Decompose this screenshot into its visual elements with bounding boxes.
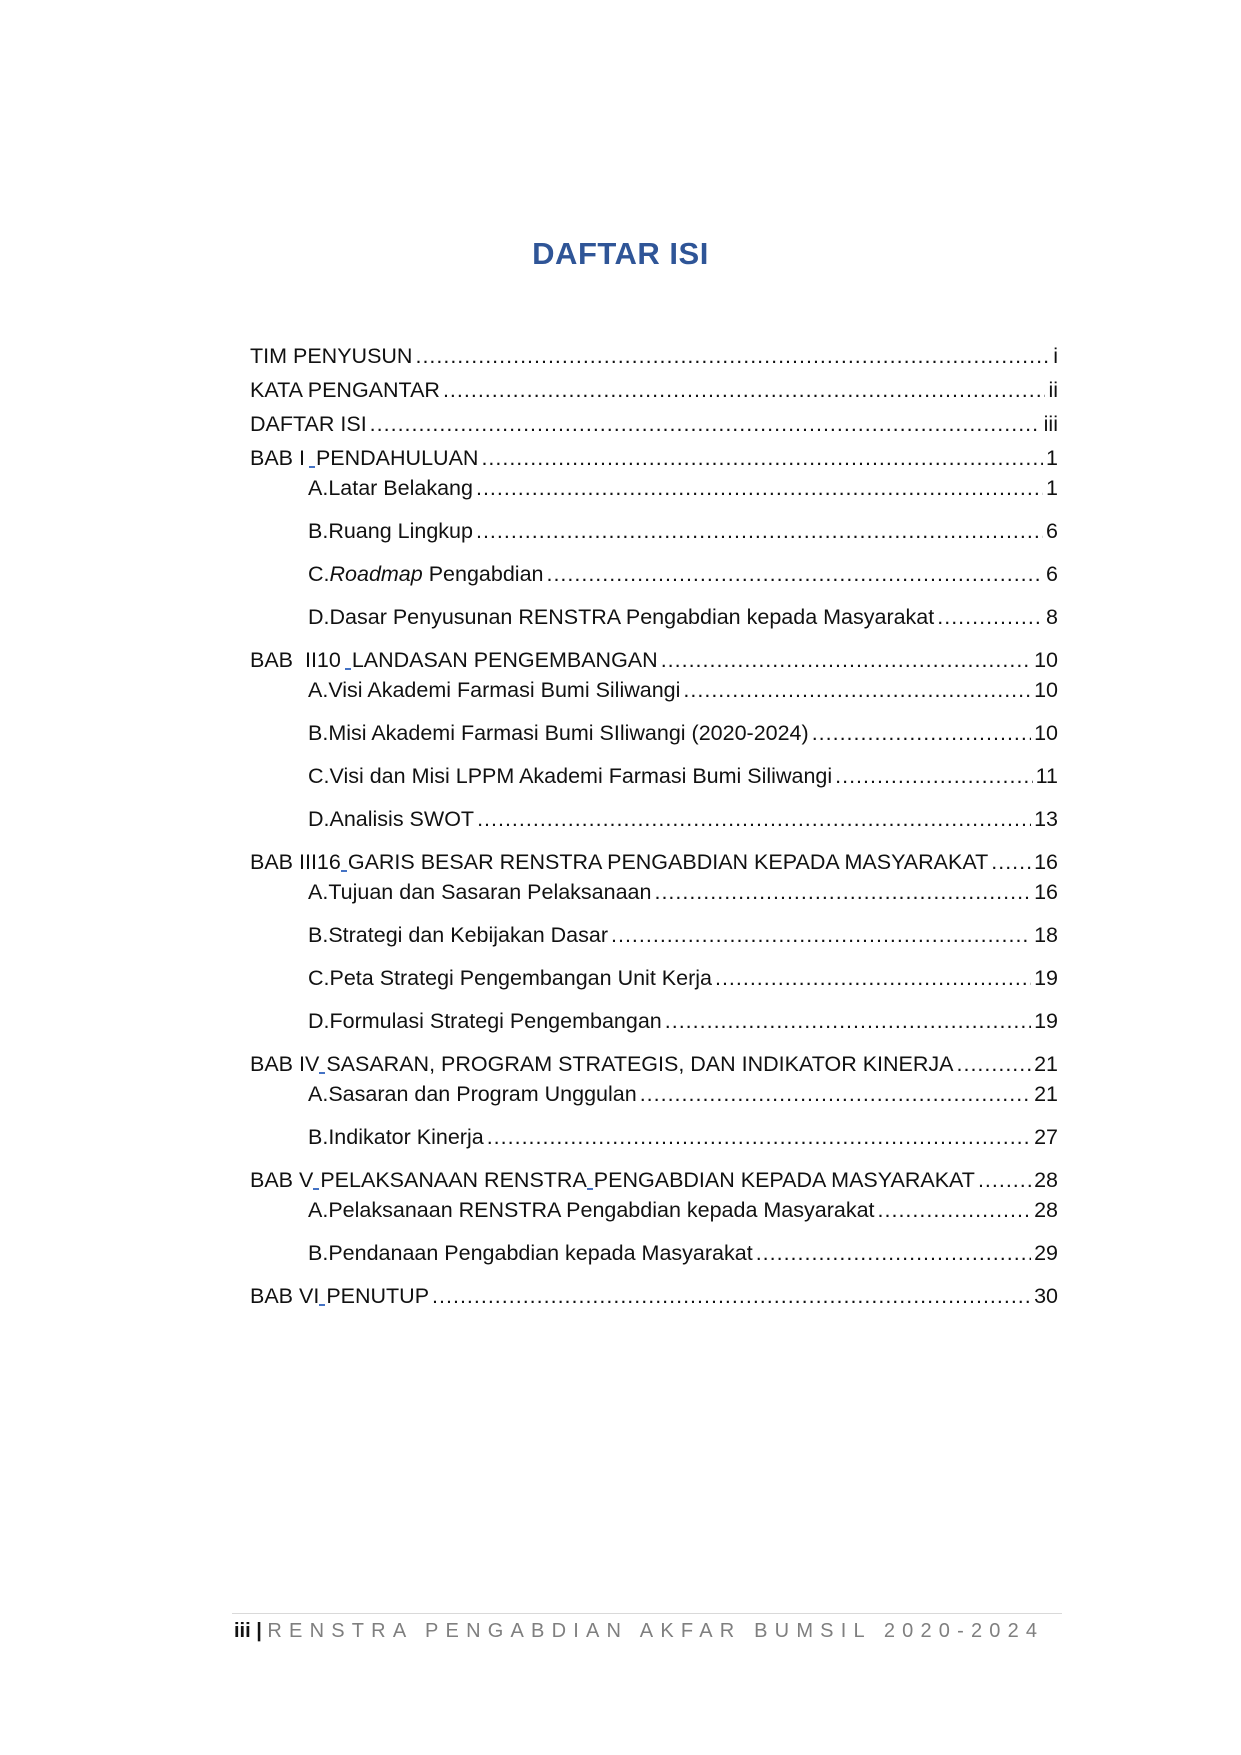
page-footer [234,1620,1044,1643]
toc-entry-letter: A. [308,476,329,500]
dot-leader [487,1121,1031,1153]
toc-entry-label: Misi Akademi Farmasi Bumi SIliwangi (2020-2024) [328,721,809,745]
toc-entry-page: i [1053,344,1058,368]
toc-chapter-2[interactable] [250,644,1058,676]
toc-subentry[interactable] [308,760,1058,792]
dot-leader [546,558,1043,590]
toc-entry-label: DAFTAR ISI [250,412,367,436]
edit-mark [319,1304,325,1306]
toc-chapter-1[interactable] [250,442,1058,474]
toc-entry-page: ii [1048,378,1058,402]
dot-leader [443,374,1045,406]
toc-entry-letter: A. [308,1198,329,1222]
toc-subentry[interactable] [308,1237,1058,1269]
toc-subentry[interactable] [308,962,1058,994]
dot-leader [978,1164,1031,1196]
toc-entry-letter: B. [308,1125,329,1149]
toc-chapter-6[interactable] [250,1280,1058,1312]
toc-chapter-4[interactable] [250,1048,1058,1080]
toc-entry-page: 11 [1035,764,1058,788]
chapter-title: PENDAHULUAN [315,446,479,470]
toc-subentry[interactable] [308,1121,1058,1153]
toc-entry-page: 16 [1034,880,1058,904]
dot-leader [665,1005,1031,1037]
chapter-title: GARIS BESAR RENSTRA PENGABDIAN KEPADA MASYARAKAT [347,850,989,874]
toc-subentry[interactable] [308,674,1058,706]
toc-entry-page: 21 [1034,1052,1058,1076]
toc-entry-label: Indikator Kinerja [328,1125,484,1149]
toc-entry-label [250,1164,975,1196]
toc-entry-letter: B. [308,721,329,745]
dot-leader [477,803,1031,835]
toc-entry-label: KATA PENGANTAR [250,378,440,402]
toc-entry-letter: C. [308,562,330,586]
toc-chapter-3[interactable] [250,846,1058,878]
toc-entry-letter: D. [308,1009,330,1033]
toc-entry-label: Strategi dan Kebijakan Dasar [328,923,608,947]
dot-leader [812,717,1031,749]
dot-leader [415,340,1050,372]
toc-subentry[interactable] [308,1078,1058,1110]
edit-mark [313,1188,319,1190]
toc-entry-page: 21 [1034,1082,1058,1106]
dot-leader [370,408,1041,440]
toc-entry-label [250,442,478,474]
dot-leader [715,962,1031,994]
toc-entry-label: Pelaksanaan RENSTRA Pengabdian kepada Masyarakat [328,1198,875,1222]
toc-entry-label: Latar Belakang [328,476,473,500]
dot-leader [957,1048,1032,1080]
toc-entry[interactable] [250,340,1058,372]
toc-subentry[interactable] [308,876,1058,908]
chapter-title: PELAKSANAAN RENSTRA [320,1168,587,1192]
dot-leader [654,876,1031,908]
toc-entry-label: TIM PENYUSUN [250,344,413,368]
dot-leader [683,674,1031,706]
toc-entry-page: 16 [1034,850,1058,874]
toc-chapter-5[interactable] [250,1164,1058,1196]
toc-entry-page: 19 [1034,1009,1058,1033]
toc-entry-page: 1 [1046,476,1058,500]
chapter-number: BAB III16 [250,850,341,874]
edit-mark [309,466,315,468]
toc-entry-letter: C. [308,764,330,788]
toc-entry-label: Visi Akademi Farmasi Bumi Siliwangi [328,678,681,702]
toc-entry-label: Formulasi Strategi Pengembangan [329,1009,662,1033]
chapter-number: BAB I [250,446,305,470]
toc-entry-page: 6 [1046,562,1058,586]
dot-leader [835,760,1033,792]
chapter-number: BAB II10 [250,648,341,672]
toc-entry-letter: D. [308,605,330,629]
toc-entry-label [250,644,658,676]
toc-subentry[interactable] [308,803,1058,835]
toc-entry-letter: B. [308,1241,329,1265]
chapter-title-rest: PENGABDIAN KEPADA MASYARAKAT [593,1168,975,1192]
toc-subentry[interactable] [308,1005,1058,1037]
dot-leader [476,515,1043,547]
toc-entry-letter: D. [308,807,330,831]
chapter-title: SASARAN, PROGRAM STRATEGIS, DAN INDIKATOR KINERJA [326,1052,954,1076]
chapter-number: BAB IV [250,1052,320,1076]
toc-entry-page: 27 [1034,1125,1058,1149]
toc-entry-page: 10 [1034,648,1058,672]
toc-entry-letter: C. [308,966,330,990]
dot-leader [878,1194,1032,1226]
toc-entry-letter: A. [308,1082,329,1106]
edit-mark [587,1188,593,1190]
toc-entry-page: 10 [1034,721,1058,745]
toc-subentry[interactable] [308,472,1058,504]
chapter-number: BAB VI [250,1284,320,1308]
toc-entry-label: Peta Strategi Pengembangan Unit Kerja [329,966,712,990]
toc-entry-label: Analisis SWOT [329,807,475,831]
toc-entry-label: Dasar Penyusunan RENSTRA Pengabdian kepada Masyarakat [329,605,935,629]
toc-entry-letter: A. [308,678,329,702]
chapter-number: BAB V [250,1168,314,1192]
edit-mark [319,1072,325,1074]
toc-entry-label: Sasaran dan Program Unggulan [328,1082,637,1106]
toc-entry-page: 8 [1046,605,1058,629]
toc-entry-letter: B. [308,923,329,947]
italic-term: Roadmap [329,562,423,586]
toc-entry[interactable] [250,408,1058,440]
page-title: DAFTAR ISI [532,236,709,271]
toc-subentry[interactable] [308,1194,1058,1226]
dot-leader [937,601,1043,633]
toc-subentry[interactable] [308,919,1058,951]
toc-entry-page: 30 [1034,1284,1058,1308]
toc-entry-label [250,846,988,878]
toc-entry-page: 28 [1034,1168,1058,1192]
dot-leader [476,472,1043,504]
toc-entry-page: 6 [1046,519,1058,543]
edit-mark [345,668,351,670]
edit-mark [341,870,347,872]
toc-entry-page: 13 [1034,807,1058,831]
toc-subentry[interactable] [308,601,1058,633]
toc-entry-letter: A. [308,880,329,904]
toc-subentry[interactable] [308,717,1058,749]
toc-entry-page: 1 [1046,446,1058,470]
toc-entry-page: 28 [1034,1198,1058,1222]
toc-entry-page: 29 [1034,1241,1058,1265]
dot-leader [661,644,1031,676]
chapter-title: PENUTUP [326,1284,430,1308]
chapter-title: LANDASAN PENGEMBANGAN [351,648,658,672]
dot-leader [991,846,1031,878]
dot-leader [611,919,1031,951]
toc-entry-label: Pendanaan Pengabdian kepada Masyarakat [328,1241,753,1265]
label-rest: Pengabdian [422,562,544,586]
footer-page-number: iii | [234,1620,262,1642]
toc-entry-page: 19 [1034,966,1058,990]
toc-entry-label: Ruang Lingkup [328,519,473,543]
toc-entry-page: iii [1043,412,1058,436]
toc-entry-letter: B. [308,519,329,543]
toc-entry-label [250,1280,429,1312]
dot-leader [640,1078,1031,1110]
toc-entry-label [330,558,544,590]
toc-entry[interactable] [250,374,1058,406]
toc-entry-label: Tujuan dan Sasaran Pelaksanaan [328,880,652,904]
toc-entry-page: 10 [1034,678,1058,702]
dot-leader [481,442,1043,474]
dot-leader [756,1237,1031,1269]
toc-entry-label [250,1048,954,1080]
toc-subentry[interactable] [308,558,1058,590]
dot-leader [432,1280,1031,1312]
footer-document-title: RENSTRA PENGABDIAN AKFAR BUMSIL 2020-2024 [267,1620,1045,1642]
toc-entry-label: Visi dan Misi LPPM Akademi Farmasi Bumi Siliwangi [329,764,833,788]
footer-divider [232,1613,1062,1614]
toc-entry-page: 18 [1034,923,1058,947]
toc-subentry[interactable] [308,515,1058,547]
